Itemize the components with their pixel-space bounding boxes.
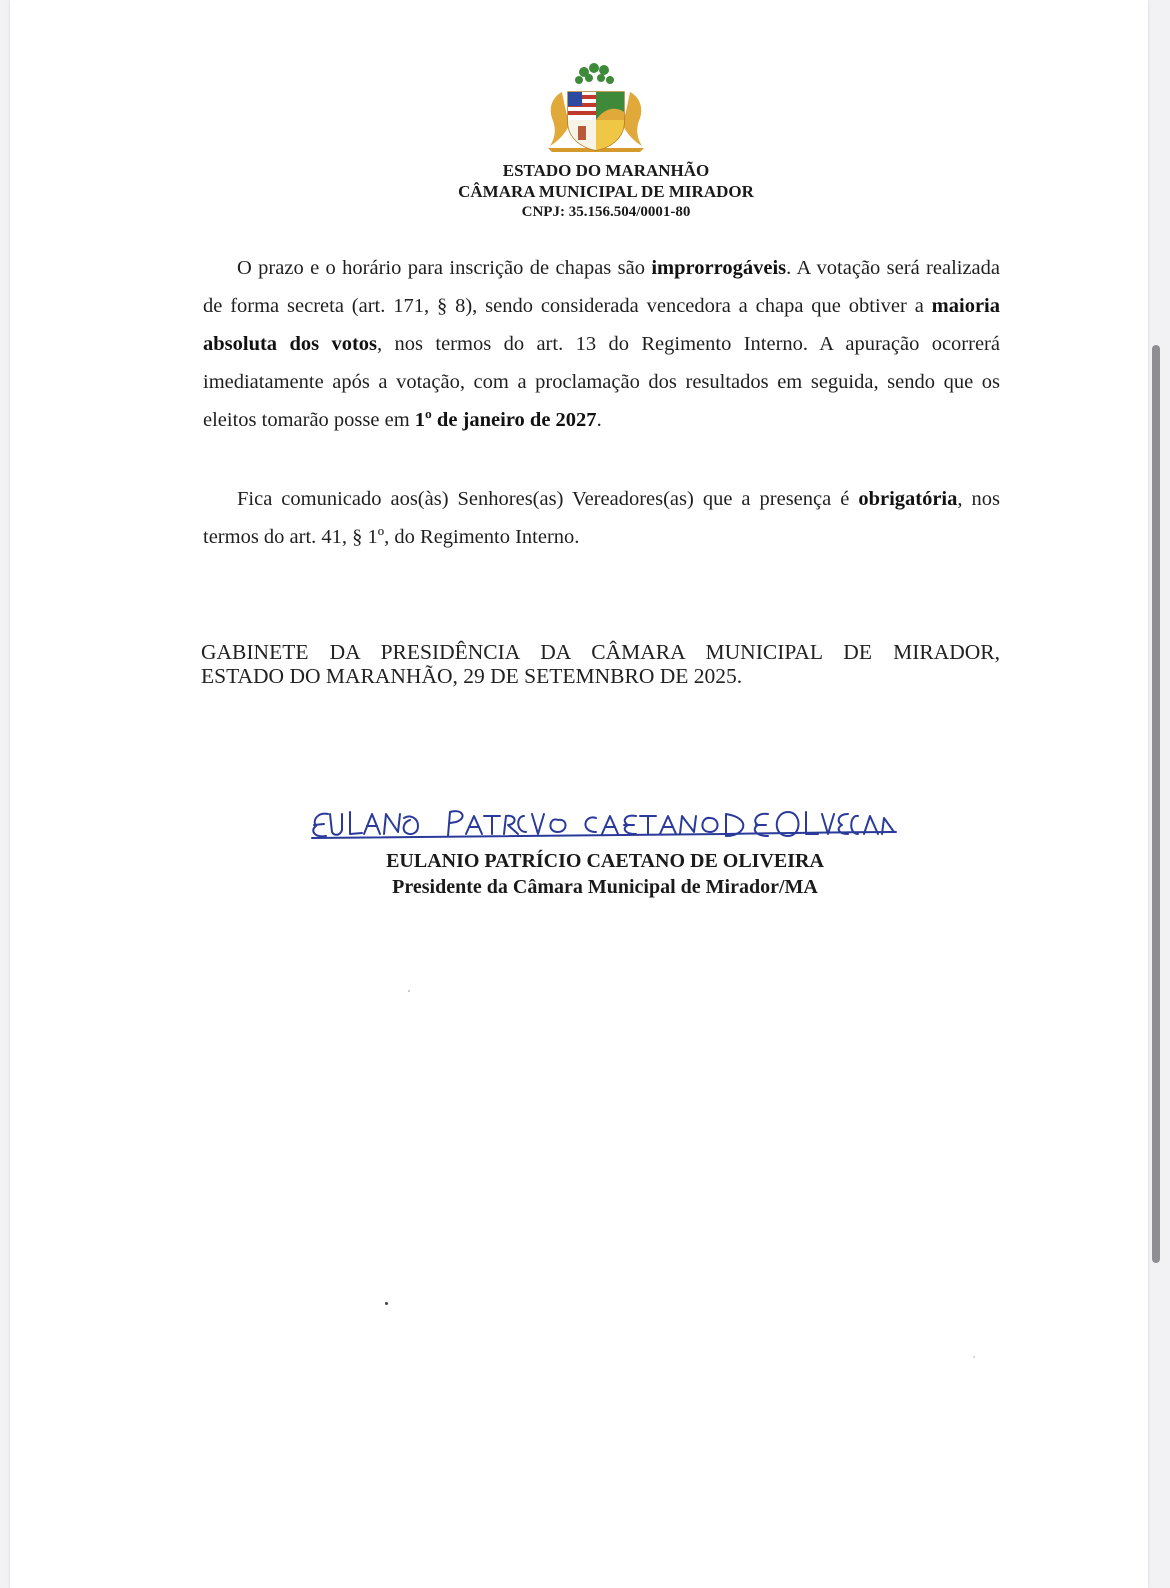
closing-line-1: GABINETE DA PRESIDÊNCIA DA CÂMARA MUNICIPAL DE MIRADOR, [201,640,1000,664]
coat-of-arms-icon [544,62,648,154]
paragraph-election-rules [203,249,1000,439]
p2-bold-1: obrigatória [858,488,958,510]
p1-text-4: . [596,409,602,431]
state-name: ESTADO DO MARANHÃO [502,161,710,180]
signer-name: EULANIO PATRÍCIO CAETANO DE OLIVEIRA [386,850,824,872]
p1-bold-3: 1º de janeiro de 2027 [414,409,597,431]
signer-role: Presidente da Câmara Municipal de Mirador/MA [392,876,818,898]
p1-bold-2: maioria absoluta dos votos [203,295,1000,355]
vertical-scrollbar[interactable] [1152,345,1160,1263]
scan-speck [973,1356,975,1358]
scan-speck [408,990,410,992]
scan-speck [385,1302,388,1305]
document-header [396,160,816,223]
chamber-name: CÂMARA MUNICIPAL DE MIRADOR [458,182,754,201]
cnpj-number: CNPJ: 35.156.504/0001-80 [521,204,691,220]
p1-text-3: , nos termos do art. 13 do Regimento Interno. A apuração ocorrerá imediatamente após a votação, com a proclamação dos resultados em seguida, sendo que os eleitos tomarão posse em [203,333,1000,431]
handwritten-signature [306,792,906,847]
closing-line-2: ESTADO DO MARANHÃO, 29 DE SETEMNBRO DE 2025. [201,664,743,688]
p1-bold-1: improrrogáveis [651,257,787,279]
signer-block [310,848,900,900]
closing-location-date [201,640,1000,688]
document-page [10,0,1148,1588]
paragraph-attendance [203,480,1000,556]
p1-text-1: O prazo e o horário para inscrição de chapas são [237,257,652,279]
p1-text-2: . A votação será realizada de forma secreta (art. 171, § 8), sendo considerada vencedora a chapa que obtiver a [203,257,1001,317]
p2-text-2: , nos termos do art. 41, § 1º, do Regimento Interno. [203,488,1000,548]
p2-text-1: Fica comunicado aos(às) Senhores(as) Vereadores(as) que a presença é [237,488,859,510]
